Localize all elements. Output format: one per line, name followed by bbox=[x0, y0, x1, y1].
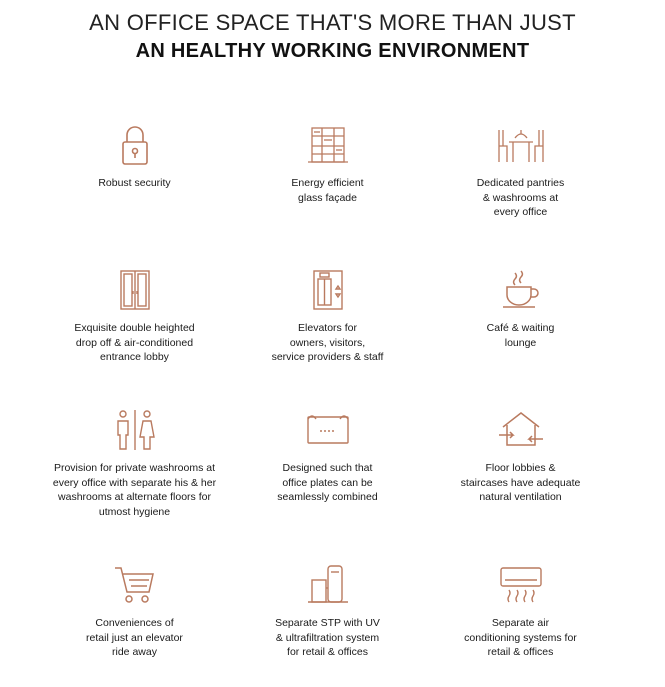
feature-lobby bbox=[38, 265, 231, 365]
air-conditioner-icon bbox=[491, 560, 551, 610]
feature-facade bbox=[231, 120, 424, 205]
feature-label: Separate air conditioning systems for retail & offices bbox=[464, 617, 577, 658]
water-filter-icon bbox=[298, 560, 358, 610]
elevator-icon bbox=[298, 265, 358, 315]
coffee-cup-icon bbox=[491, 265, 551, 315]
feature-stp bbox=[231, 560, 424, 660]
pantry-table-chairs-icon bbox=[491, 120, 551, 170]
feature-label: Café & waiting lounge bbox=[486, 322, 555, 349]
feature-label: Conveniences of retail just an elevator ride away bbox=[86, 617, 183, 658]
feature-label: Exquisite double heighted drop off & air-conditioned entrance lobby bbox=[74, 322, 195, 363]
double-door-icon bbox=[105, 265, 165, 315]
feature-label: Separate STP with UV & ultrafiltration system for retail & offices bbox=[275, 617, 380, 658]
feature-label: Elevators for owners, visitors, service providers & staff bbox=[271, 322, 384, 363]
feature-label: Dedicated pantries & washrooms at every office bbox=[476, 177, 565, 218]
feature-washrooms bbox=[38, 405, 231, 519]
feature-label: Designed such that office plates can be seamlessly combined bbox=[277, 462, 378, 503]
feature-label: Provision for private washrooms at every office with separate his & her washrooms at alternate floors for utmost hygiene bbox=[52, 462, 217, 518]
feature-retail bbox=[38, 560, 231, 660]
feature-security bbox=[38, 120, 231, 191]
padlock-icon bbox=[105, 120, 165, 170]
feature-ac bbox=[424, 560, 617, 660]
male-female-icon bbox=[105, 405, 165, 455]
feature-label: Energy efficient glass façade bbox=[291, 177, 364, 204]
feature-plates bbox=[231, 405, 424, 505]
feature-elevators bbox=[231, 265, 424, 365]
heading-line-1: AN OFFICE SPACE THAT'S MORE THAN JUST bbox=[89, 10, 576, 35]
features-grid bbox=[38, 120, 618, 680]
combined-plates-icon bbox=[298, 405, 358, 455]
feature-label: Robust security bbox=[98, 177, 171, 189]
feature-pantries bbox=[424, 120, 617, 220]
feature-label: Floor lobbies & staircases have adequate natural ventilation bbox=[460, 462, 581, 503]
heading-line-2: AN HEALTHY WORKING ENVIRONMENT bbox=[135, 40, 530, 62]
feature-cafe bbox=[424, 265, 617, 350]
glass-facade-icon bbox=[298, 120, 358, 170]
feature-ventilation bbox=[424, 405, 617, 505]
ventilation-house-icon bbox=[491, 405, 551, 455]
shopping-cart-icon bbox=[105, 560, 165, 610]
